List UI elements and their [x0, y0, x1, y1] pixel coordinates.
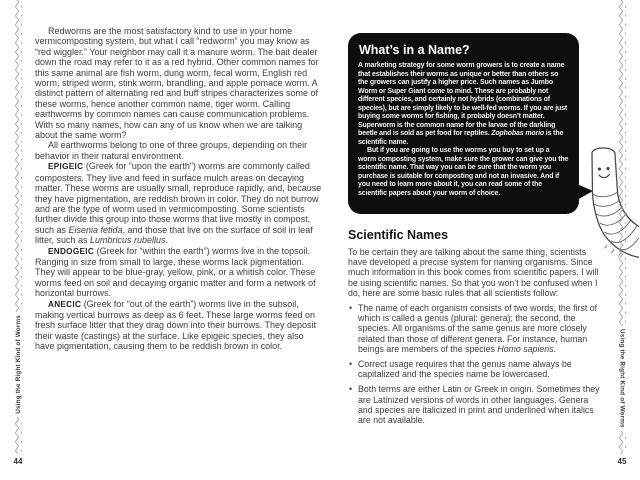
- zigzag-divider: [618, 0, 626, 326]
- left-sidebar-chapter-label: Using the Right Kind of Worms: [14, 315, 22, 414]
- zigzag-divider: [14, 0, 22, 312]
- paragraph: EPIGEIC (Greek for “upon the earth”) worms are commonly called composters. They live and feed in surface mulch areas on decaying matter. These worms are usually small, reproduce rapidly, and, because they have pigmentation, are reddish brown in color. They do not burrow and are the type of worm used in vermicomposting. Some scientists further divide this group into those worms that live mostly in compost, such as Eisenia fetida, and those that live on the surface of soil in leaf litter, such as Lumbricus rubellus.: [35, 161, 322, 246]
- paragraph: ANECIC (Greek for “out of the earth”) worms live in the subsoil, making vertical burrows as deep as 6 feet. These large worms feed on fresh surface litter that they drag down into their burrows. They deposit their waste (castings) at the surface. Like epigeic species, they also have pigmentation, causing them to be reddish brown in color.: [35, 298, 316, 352]
- scientific-names-section: [348, 228, 602, 425]
- left-page-number: 44: [13, 457, 23, 466]
- paragraph: ENDOGEIC (Greek for “within the earth”) worms live in the topsoil. Ranging in size from small to large, these worms lack pigmentation. They will appear to be blue-gray, yellow, pink, or a whitish color. These worms feed on soil and decaying organic matter and form a network of horizontal burrows.: [35, 245, 316, 299]
- left-page-margin: [9, 0, 27, 480]
- callout-body-text: [358, 62, 569, 198]
- bullet-item: • The name of each organism consists of two words, the first of which is called a genus (plural: genera); the second, the species. All organisms of the same genus are more closely related than those of different genera. For instance, human beings are members of the species Homo sapiens.: [348, 303, 602, 354]
- paragraph: All earthworms belong to one of three groups, depending on their behavior in their natural environment.: [35, 140, 308, 161]
- paragraph: Redworms are the most satisfactory kind to use in your home vermicomposting system, but what I call “redworm” you may know as “red wiggler.” Your neighbor may call it a manure worm. The bait dealer down the road may refer to it as a red hybrid. Other common names for this same animal are fish worm, dung worm, fecal worm, English red worm, striped worm, stink worm, brandling, and apple pomace worm. A distinct pattern of alternating red and buff stripes characterizes some of these worms, hence another common name, tiger worm. Calling earthworms by common names can cause communication problems. With so many names, how can any of us know when we are talking about the same worm?: [35, 26, 319, 141]
- bullet-item: • Both terms are either Latin or Greek in origin. Sometimes they are Latinized versions of words in other languages. Genera and species are italicized in print and underlined when italics are not available.: [348, 384, 602, 425]
- paragraph: But if you are going to use the worms you buy to set up a worm composting system, make sure the grower can give you the scientific name. That way you can be sure that the worm you purchase is suitable for composting and not an invasive. And if you need to learn more about it, you can read some of the scientific papers about your worm of choice.: [358, 147, 569, 197]
- rules-bullet-list: [348, 303, 602, 425]
- zigzag-divider: [618, 431, 626, 454]
- section-intro-paragraph: To be certain they are talking about the same thing, scientists have developed a precise system for naming organisms. Since much information in this book comes from scientific papers, I will be using scientific names. So that you won’t be confused when I do, here are some basic rules that all scientists follow:: [348, 247, 599, 298]
- right-sidebar-chapter-label: Using the Right Kind of Worms: [618, 329, 626, 428]
- left-page-body-text: [35, 26, 324, 352]
- paragraph: A marketing strategy for some worm growers is to create a name that establishes their worms as unique or better than others so the growers can justify a higher price. Such names as Jumbo Worm or Super Giant come to mind. These are probably not different species, and certainly not hybrids (combinations of species), but are simply likely to be well-fed worms. If you are just buying some worms for fishing, it probably doesn’t matter. Superworm is the common name for the larvae of the darkling beetle and is sold as pet food for reptiles. Zophobas morio is the scientific name.: [358, 62, 568, 146]
- callout-title: What’s in a Name?: [359, 43, 470, 57]
- right-page-margin: [613, 0, 631, 480]
- bullet-item: • Correct usage requires that the genus name always be capitalized and the species name be lowercased.: [348, 359, 602, 379]
- right-page-number: 45: [617, 457, 627, 466]
- section-heading: Scientific Names: [348, 228, 449, 242]
- zigzag-divider: [14, 417, 22, 454]
- whats-in-a-name-callout: [348, 33, 579, 214]
